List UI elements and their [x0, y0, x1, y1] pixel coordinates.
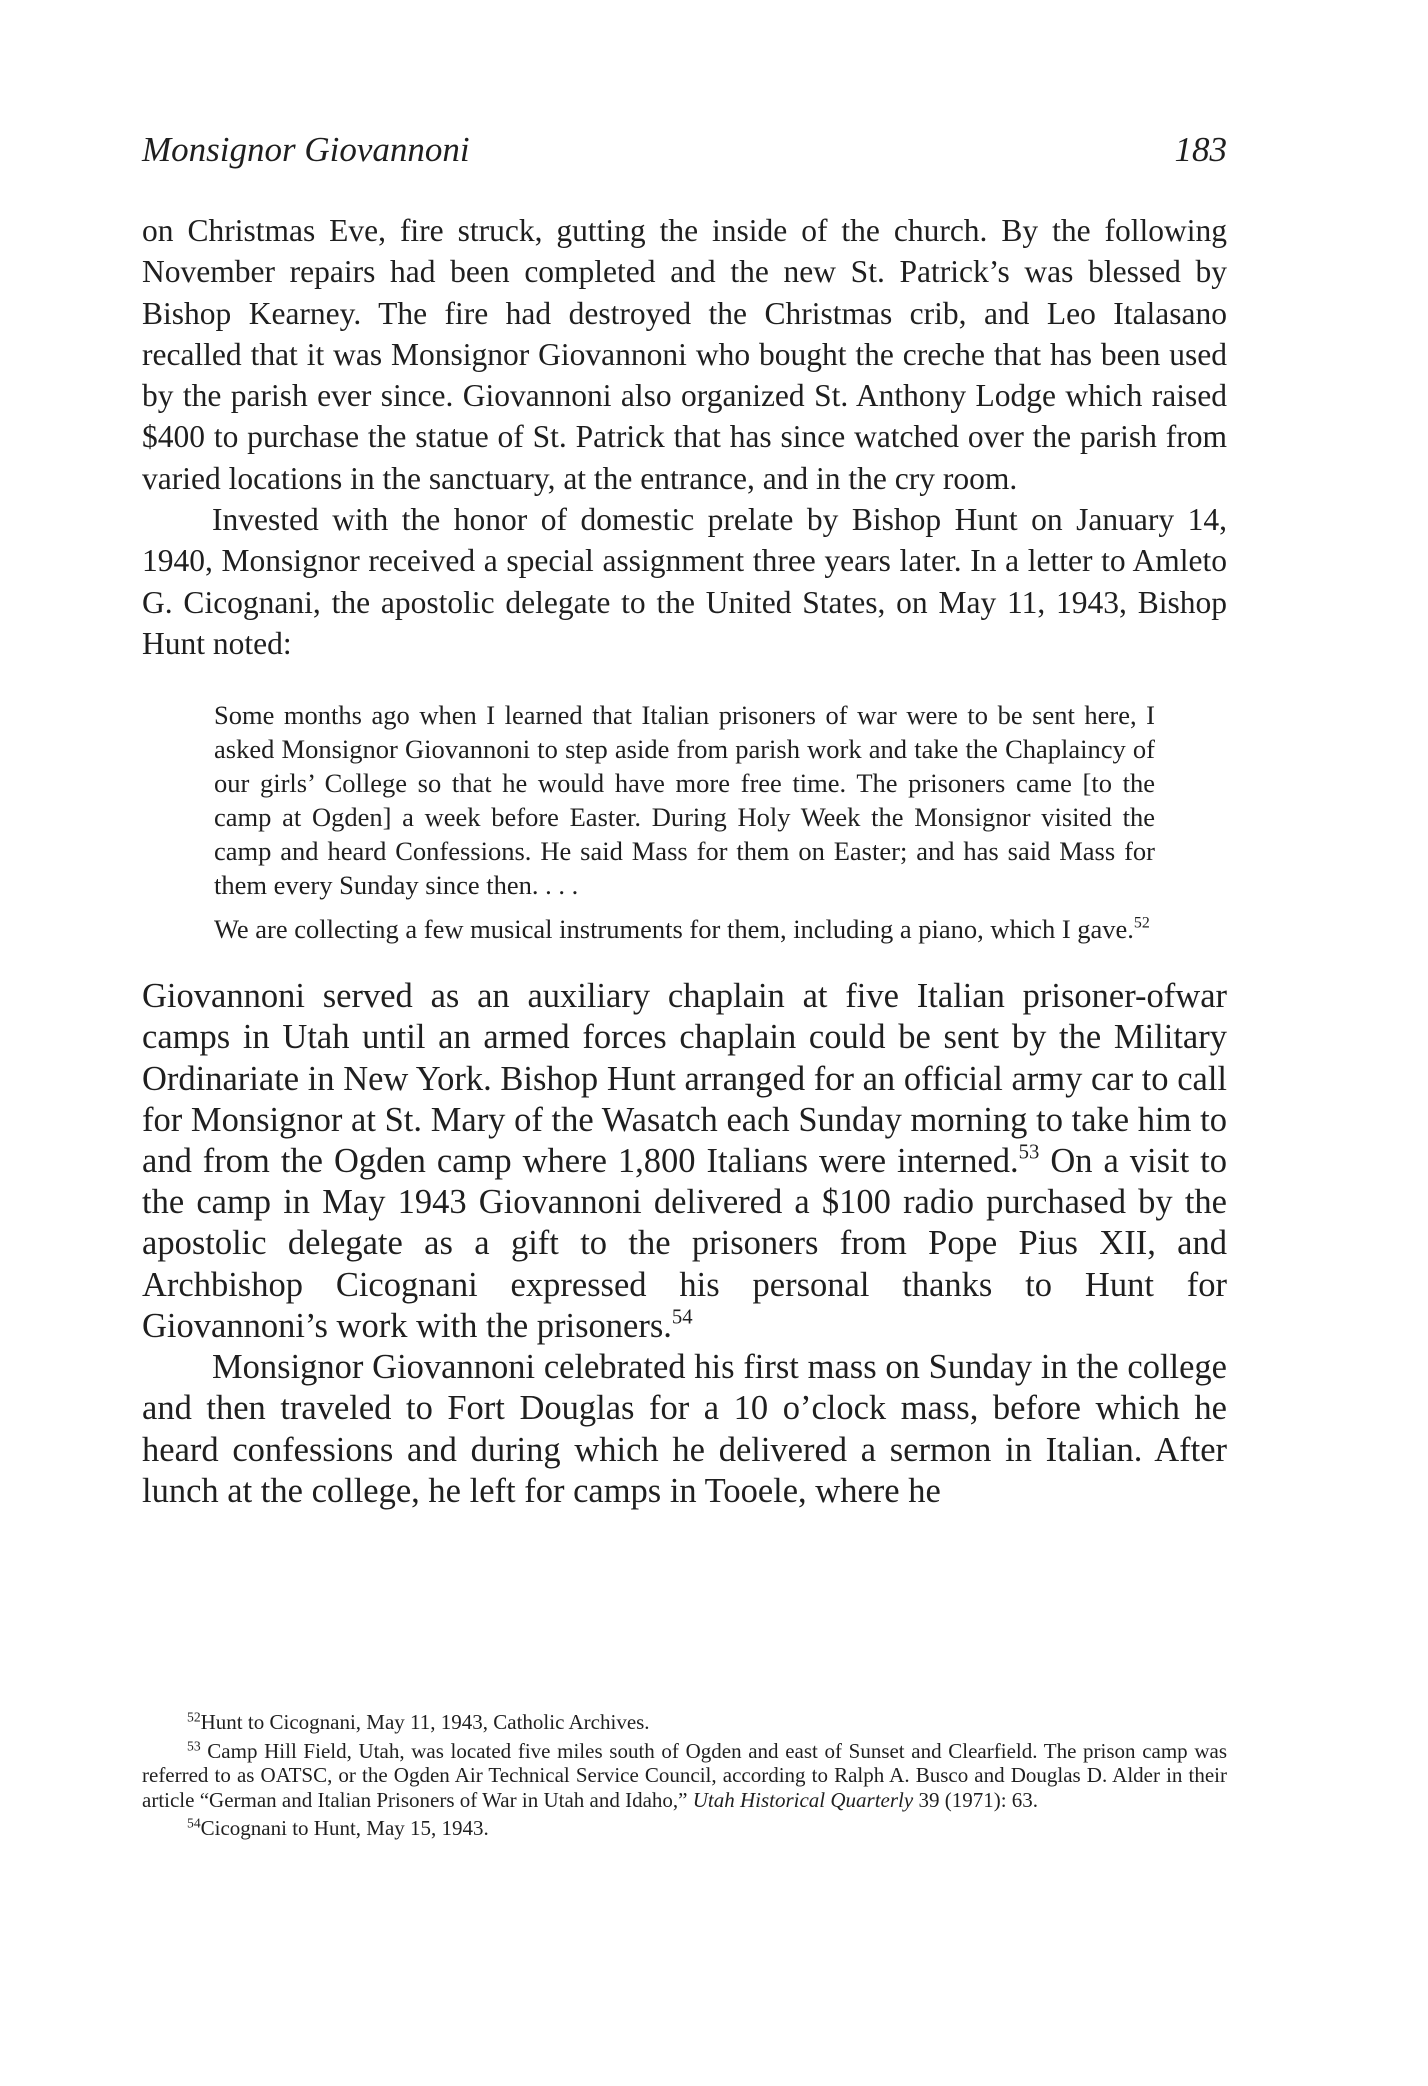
block-quote — [214, 698, 1155, 946]
quote-paragraph-2 — [214, 912, 1155, 946]
footnote-text: Hunt to Cicognani, May 11, 1943, Catholic Archives. — [200, 1710, 650, 1734]
main-text — [142, 210, 1227, 1512]
paragraph-4: Monsignor Giovannoni celebrated his first mass on Sunday in the college and then traveled to Fort Douglas for a 10 o’clock mass, before which he heard confessions and during which he delivered a sermon in Italian. After lunch at the college, he left for camps in Tooele, where he — [142, 1348, 1227, 1510]
footnote-text-end: 39 (1971): 63. — [913, 1787, 1039, 1812]
footnote-ref-53: 53 — [1018, 1141, 1040, 1164]
running-title: Monsignor Giovannoni — [142, 130, 470, 169]
footnote-text: Camp Hill Field, Utah, was located five miles south of Ogden and east of Sunset and Clearfield. The prison camp was referred to as OATSC, or the Ogden Air Technical Service Council, according to Ralph A. Busco and Douglas D. Alder in their article “German and Italian Prisoners of War in Utah and Idaho,” — [142, 1738, 1227, 1812]
running-header — [142, 130, 1227, 174]
footnote-ref-52: 52 — [1133, 914, 1150, 932]
footnote-text: Cicognani to Hunt, May 15, 1943. — [200, 1816, 489, 1840]
quote-paragraph-1: Some months ago when I learned that Italian prisoners of war were to be sent here, I asked Monsignor Giovannoni to step aside from parish work and take the Chaplaincy of our girls’ College so that he would have more free time. The prisoners came [to the camp at Ogden] a week before Easter. During Holy Week the Monsignor visited the camp and heard Confessions. He said Mass for them on Easter; and has said Mass for them every Sunday since then. . . . — [214, 700, 1155, 901]
footnotes — [142, 1710, 1227, 1845]
footnote-52 — [142, 1710, 1227, 1735]
paragraph-3-part-a: Giovannoni served as an auxiliary chaplain at five Italian prisoner-ofwar camps in Utah until an armed forces chaplain could be sent by the Military Ordinariate in New York. Bishop Hunt arranged for an official army car to call for Monsignor at St. Mary of the Wasatch each Sunday morning to take him to and from the Ogden camp where 1,800 Italians were interned. — [142, 977, 1227, 1181]
paragraph-1: on Christmas Eve, fire struck, gutting the inside of the church. By the following November repairs had been completed and the new St. Patrick’s was blessed by Bishop Kearney. The fire had destroyed the Christmas crib, and Leo Italasano recalled that it was Monsignor Giovannoni who bought the creche that has been used by the parish ever since. Giovannoni also organized St. Anthony Lodge which raised $400 to purchase the statue of St. Patrick that has since watched over the parish from varied locations in the sanctuary, at the entrance, and in the cry room. — [142, 213, 1227, 496]
footnote-number: 53 — [187, 1738, 201, 1753]
journal-title: Utah Historical Quarterly — [692, 1787, 914, 1812]
footnote-54 — [142, 1816, 1227, 1841]
footnote-number: 54 — [187, 1815, 201, 1831]
quote-paragraph-2-text: We are collecting a few musical instruments for them, including a piano, which I gave. — [214, 914, 1134, 945]
paragraph-3-part-b: On a visit to the camp in May 1943 Giovannoni delivered a $100 radio purchased by the apostolic delegate as a gift to the prisoners from Pope Pius XII, and Archbishop Cicognani expressed his personal thanks to Hunt for Giovannoni’s work with the prisoners. — [142, 1142, 1227, 1345]
footnote-ref-54: 54 — [671, 1306, 693, 1329]
book-page — [142, 0, 1227, 2086]
footnote-53 — [142, 1739, 1227, 1813]
paragraph-2: Invested with the honor of domestic prelate by Bishop Hunt on January 14, 1940, Monsignor received a special assignment three years later. In a letter to Amleto G. Cicognani, the apostolic delegate to the United States, on May 11, 1943, Bishop Hunt noted: — [142, 502, 1227, 661]
paragraph-3 — [142, 976, 1227, 1347]
footnote-number: 52 — [187, 1709, 201, 1725]
page-number: 183 — [1174, 130, 1227, 169]
